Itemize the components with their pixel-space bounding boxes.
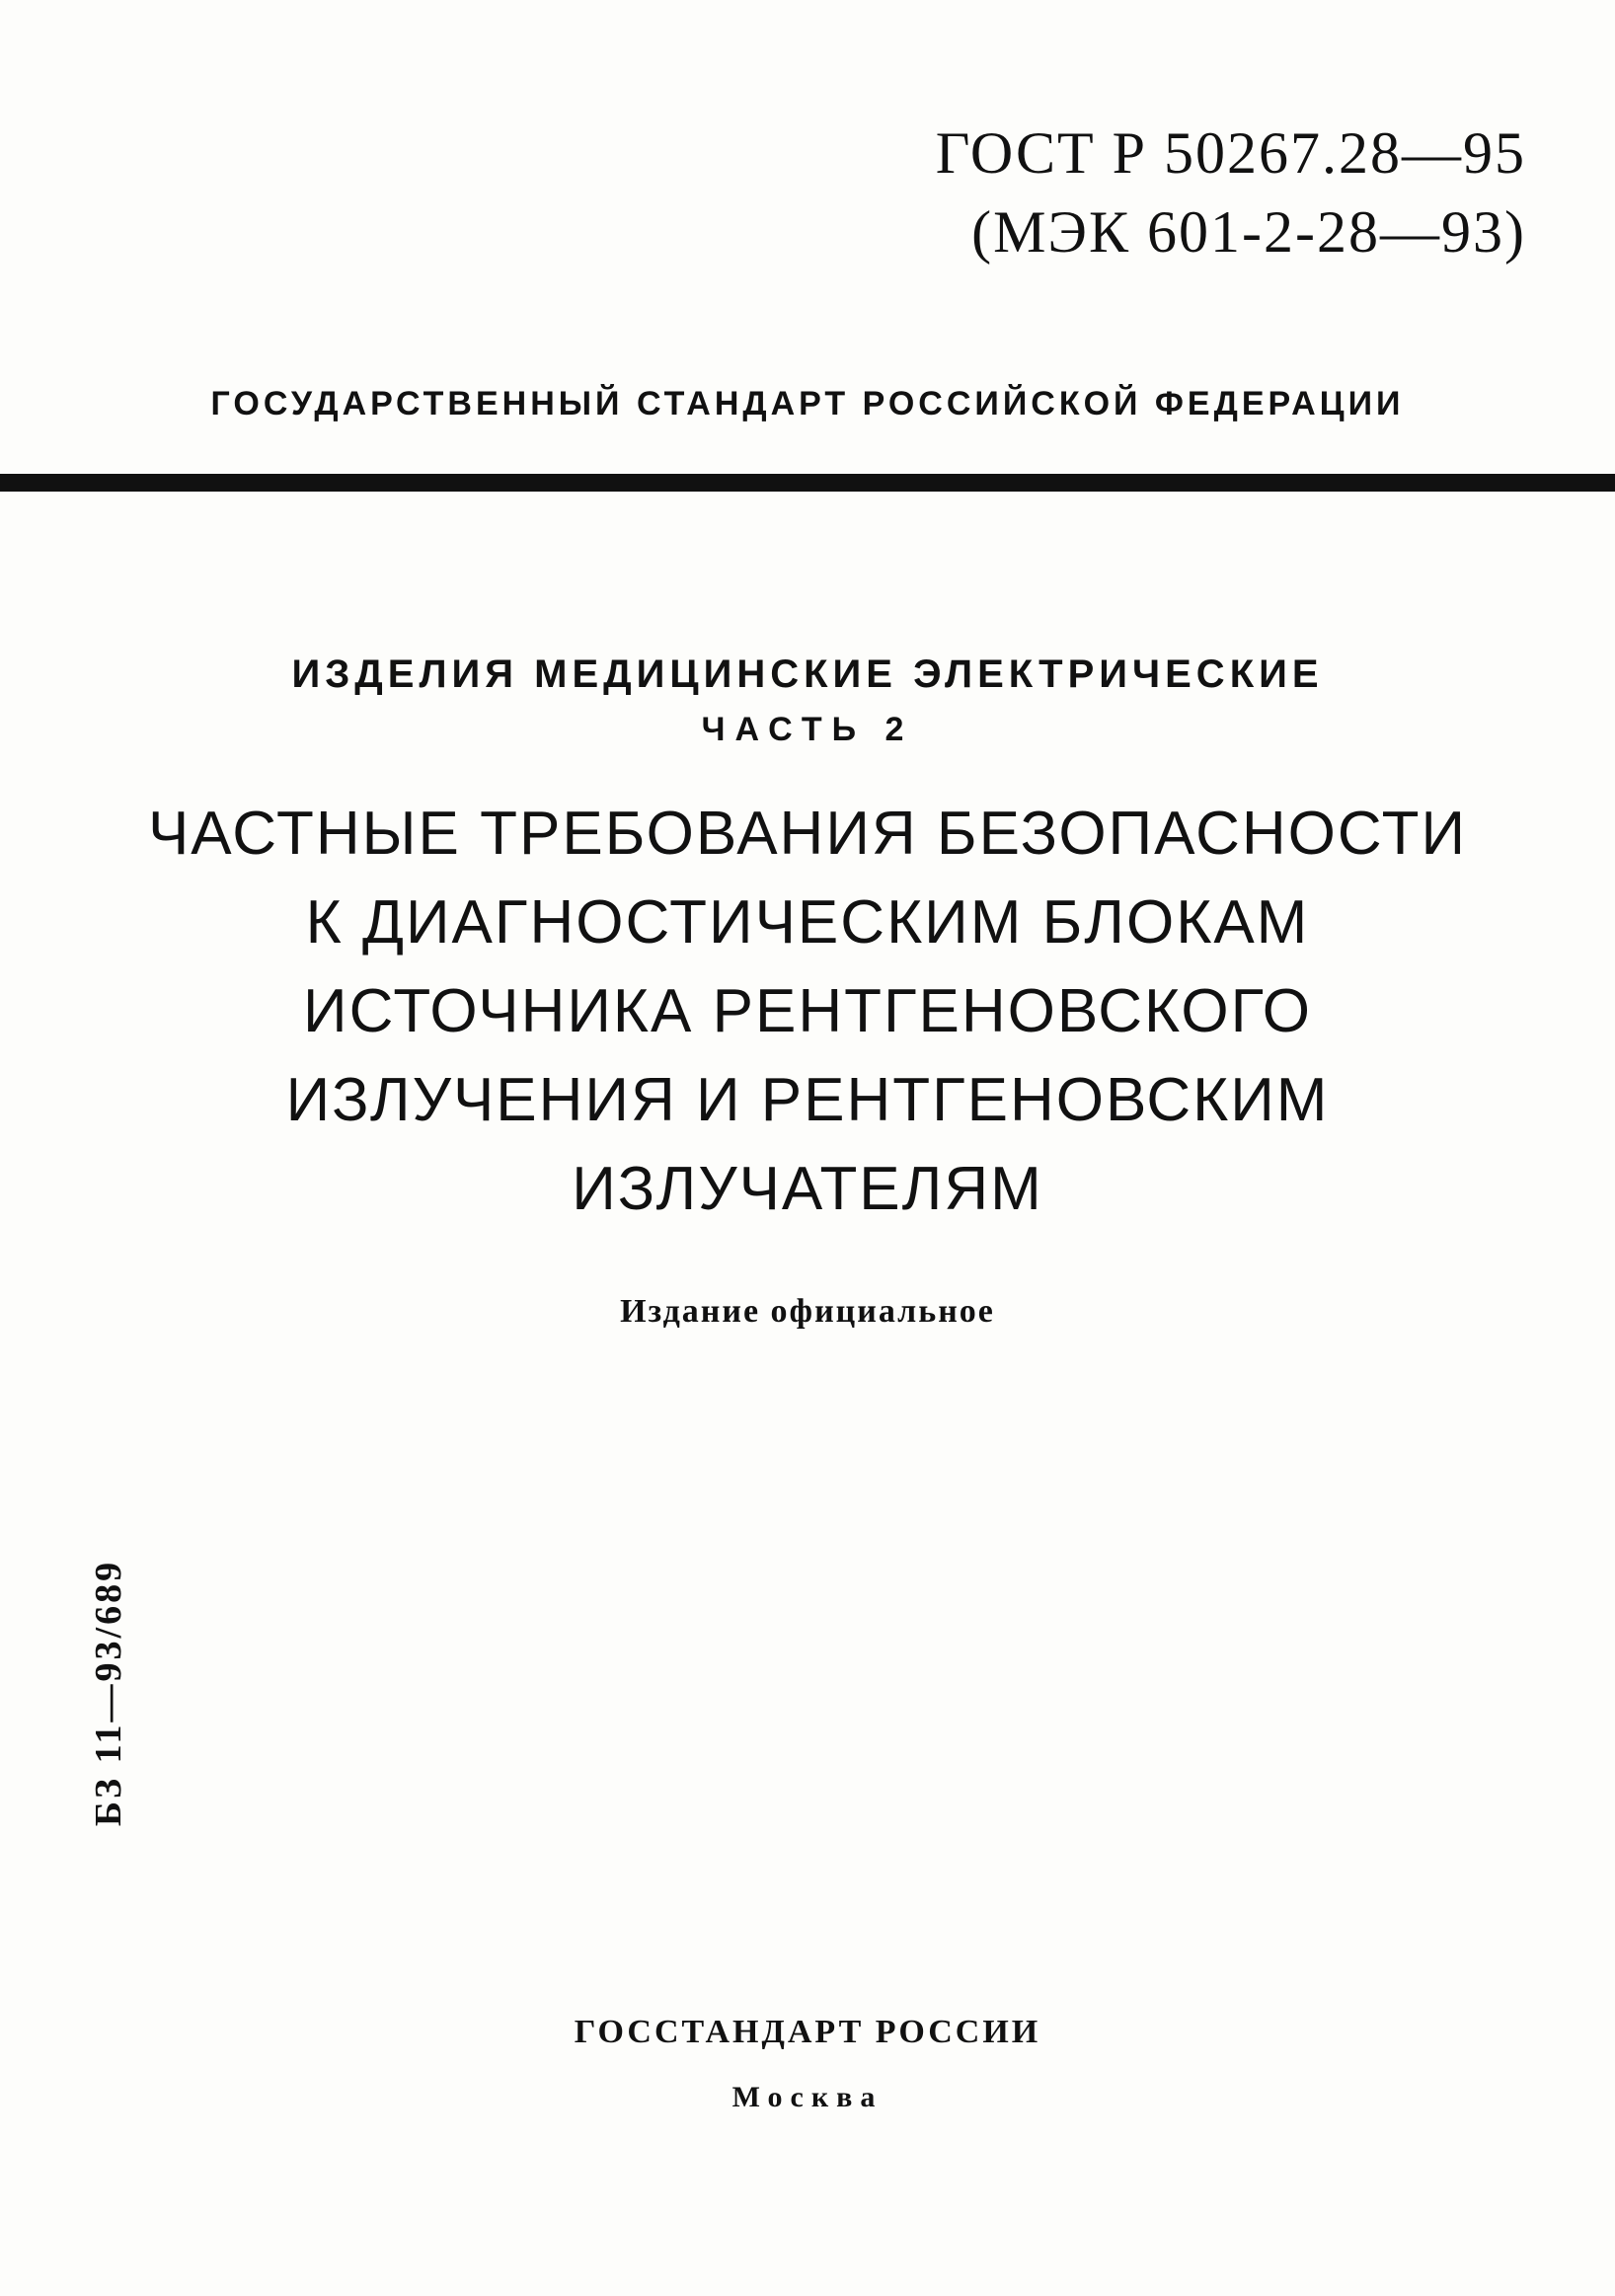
publication-city: Москва bbox=[731, 2081, 884, 2113]
title-line: К ДИАГНОСТИЧЕСКИМ БЛОКАМ bbox=[305, 888, 1310, 957]
standard-designation bbox=[936, 114, 1526, 271]
title-line: ЧАСТНЫЕ ТРЕБОВАНИЯ БЕЗОПАСНОСТИ bbox=[147, 800, 1468, 868]
horizontal-rule bbox=[0, 474, 1615, 492]
document-subtitle bbox=[0, 647, 1615, 757]
document-title bbox=[0, 790, 1615, 1234]
part-number: ЧАСТЬ 2 bbox=[701, 711, 914, 748]
edition-label: Издание официальное bbox=[620, 1293, 995, 1330]
title-line: ИЗЛУЧЕНИЯ И РЕНТГЕНОВСКИМ bbox=[285, 1066, 1330, 1134]
publisher: ГОССТАНДАРТ РОССИИ bbox=[574, 2014, 1041, 2050]
iec-number: (МЭК 601-2-28—93) bbox=[971, 199, 1526, 265]
subtitle-line: ИЗДЕЛИЯ МЕДИЦИНСКИЕ ЭЛЕКТРИЧЕСКИЕ bbox=[291, 652, 1324, 696]
title-line: ИСТОЧНИКА РЕНТГЕНОВСКОГО bbox=[303, 977, 1312, 1045]
title-line: ИЗЛУЧАТЕЛЯМ bbox=[572, 1155, 1043, 1223]
gost-number: ГОСТ Р 50267.28—95 bbox=[935, 120, 1526, 186]
side-code: БЗ 11—93/689 bbox=[88, 1559, 129, 1827]
state-standard-heading: ГОСУДАРСТВЕННЫЙ СТАНДАРТ РОССИЙСКОЙ ФЕДЕРАЦИИ bbox=[210, 385, 1405, 422]
